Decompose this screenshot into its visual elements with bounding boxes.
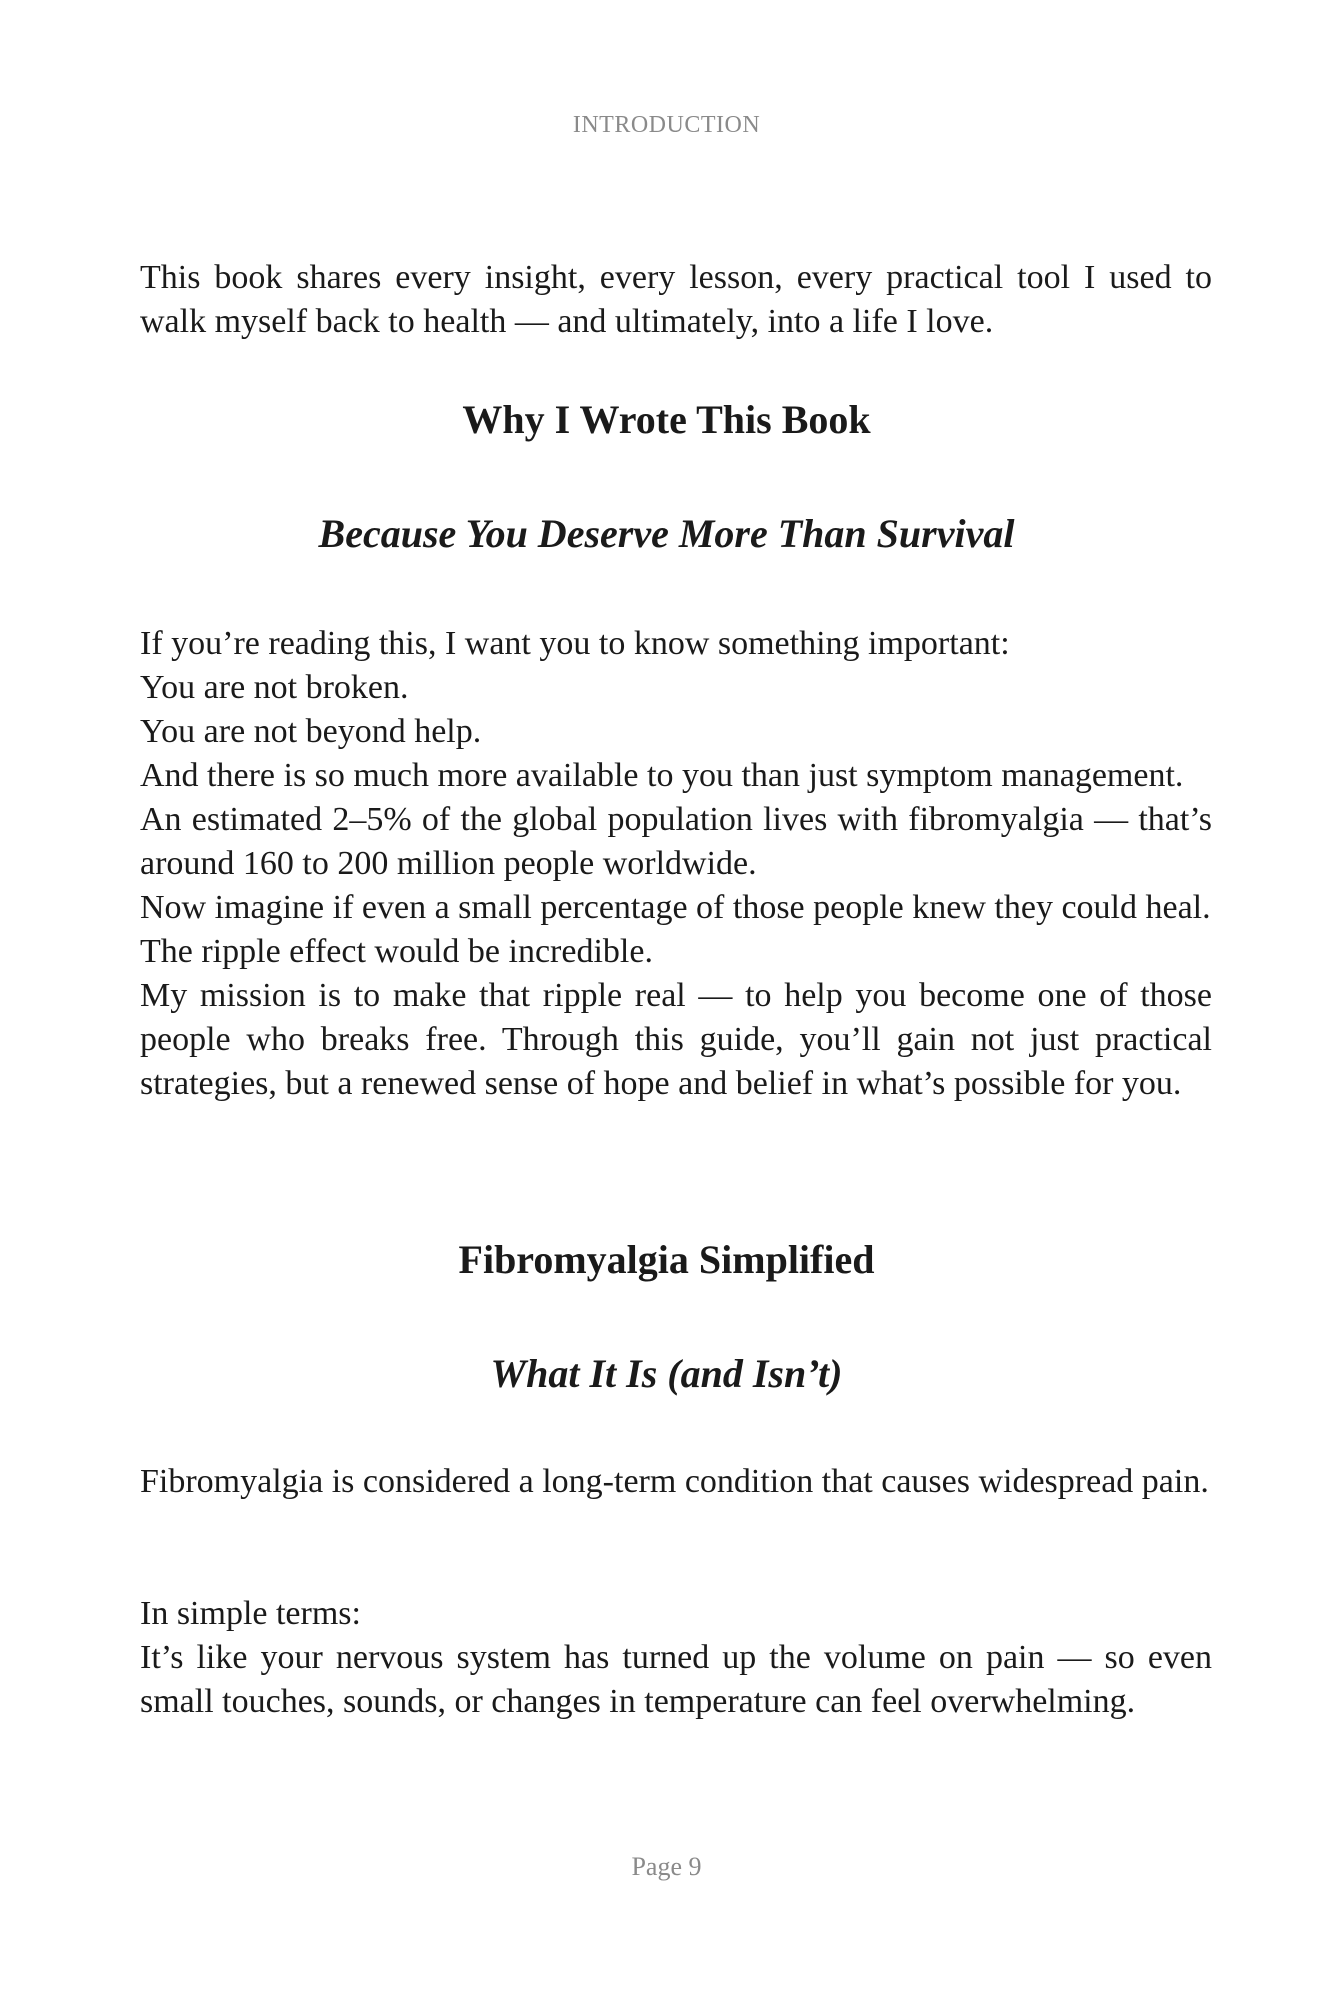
section-body-why-i-wrote: [140, 622, 1212, 1106]
section-paragraph-definition: Fibromyalgia is considered a long-term condition that causes widespread pain.: [140, 1463, 1209, 1500]
body-line: And there is so much more available to you than just symptom management.: [140, 757, 1184, 794]
section-title-fibromyalgia-simplified: Fibromyalgia Simplified: [458, 1237, 875, 1282]
body-line: In simple terms:: [140, 1595, 361, 1632]
section-body-simple-terms: [140, 1592, 1212, 1724]
body-line: You are not broken.: [140, 669, 409, 706]
body-line: My mission is to make that ripple real — to help you become one of those people who breaks free. Through this guide, you’ll gain not just practical strategies, but a renewed sense of hope and belief in what’s possible for you.: [140, 977, 1212, 1102]
body-line: If you’re reading this, I want you to know something important:: [140, 625, 1010, 662]
body-line: You are not beyond help.: [140, 713, 482, 750]
page-number: Page 9: [631, 1852, 702, 1881]
body-line: The ripple effect would be incredible.: [140, 933, 653, 970]
section-subtitle-why-i-wrote: Because You Deserve More Than Survival: [318, 511, 1015, 556]
body-line: It’s like your nervous system has turned up the volume on pain — so even small touches, sounds, or changes in temperature can feel overwhelming.: [140, 1639, 1212, 1720]
body-line: An estimated 2–5% of the global population lives with fibromyalgia — that’s around 160 to 200 million people worldwide.: [140, 801, 1212, 882]
section-subtitle-fibromyalgia-simplified: What It Is (and Isn’t): [490, 1351, 843, 1396]
running-head: INTRODUCTION: [572, 112, 761, 138]
body-line: Now imagine if even a small percentage of those people knew they could heal.: [140, 889, 1211, 926]
intro-paragraph: This book shares every insight, every lesson, every practical tool I used to walk myself back to health — and ultimately, into a life I love.: [140, 259, 1212, 340]
section-title-why-i-wrote: Why I Wrote This Book: [462, 397, 871, 442]
